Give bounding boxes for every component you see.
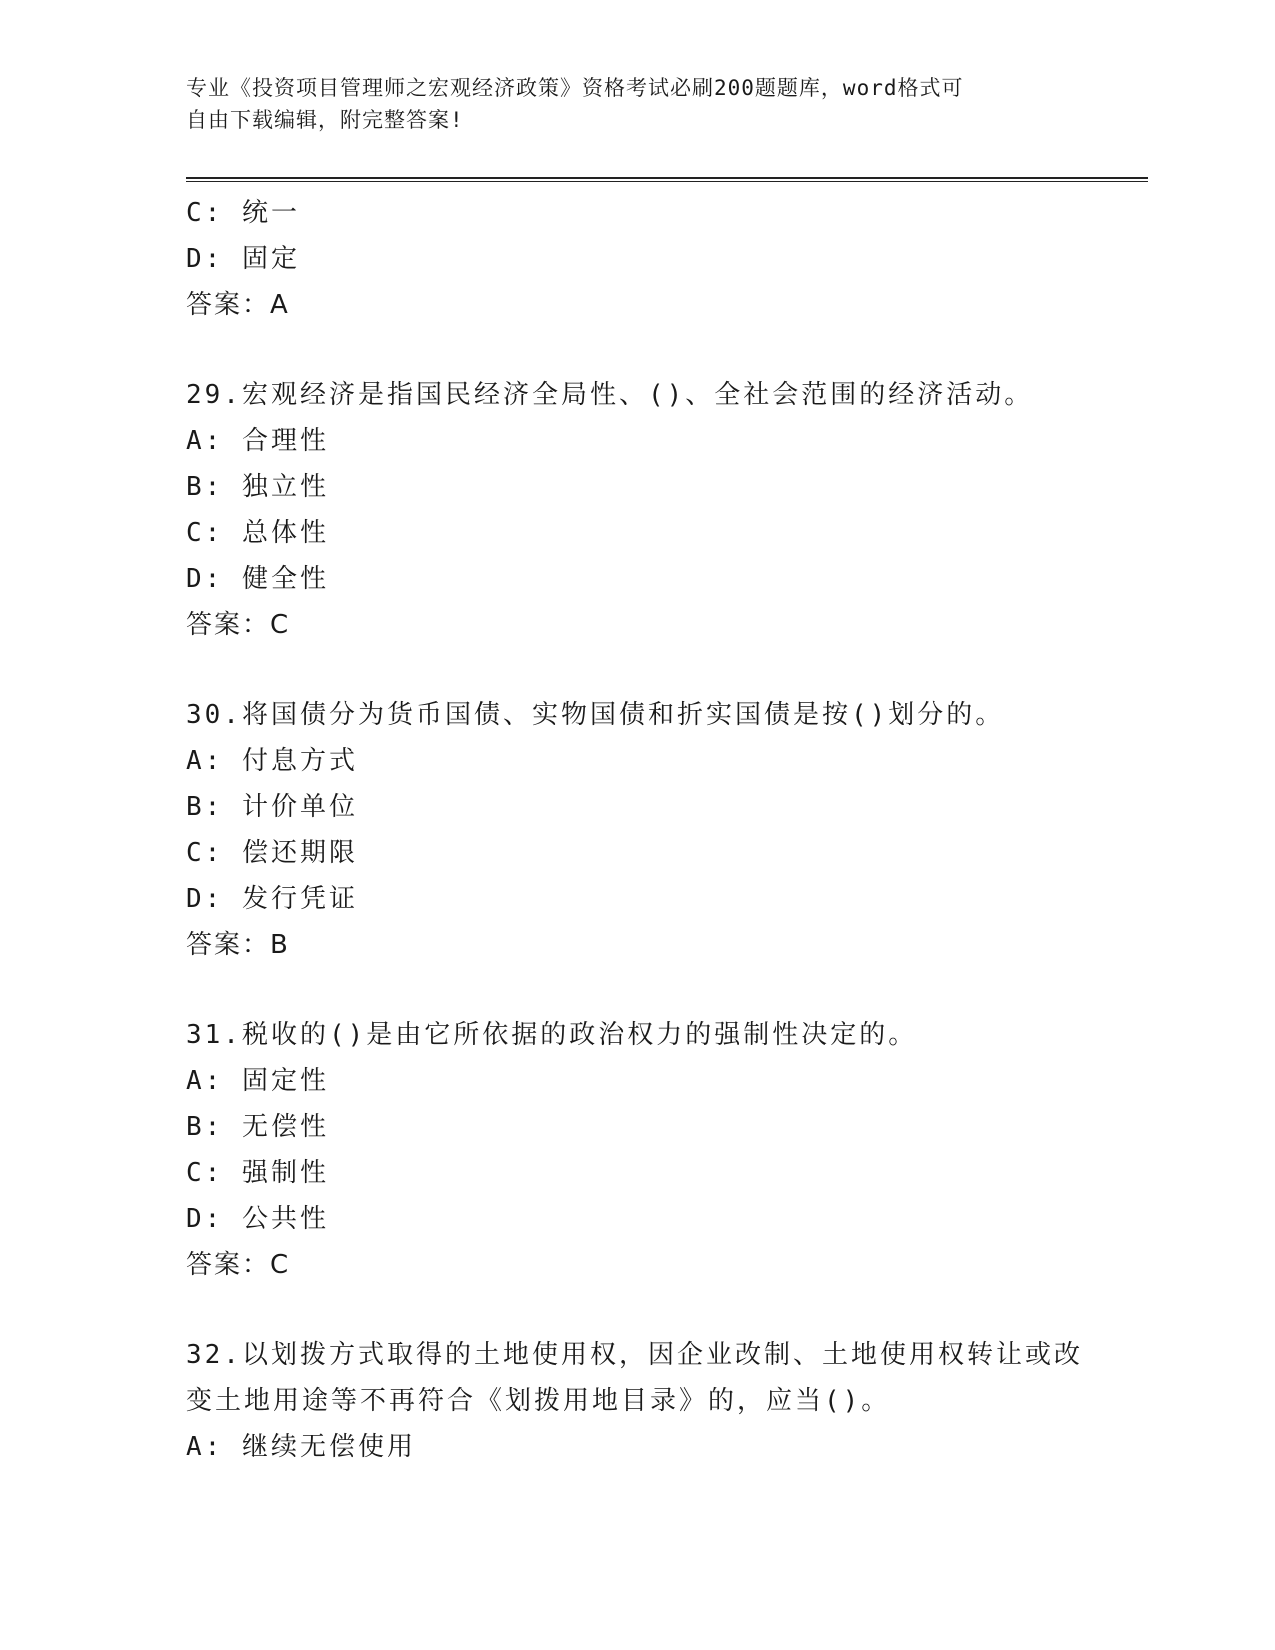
document-header: [186, 72, 1086, 136]
option-c: C: 强制性: [186, 1158, 329, 1188]
option-a: A: 合理性: [186, 426, 329, 456]
option-b: B: 计价单位: [186, 792, 358, 822]
option-d: D: 健全性: [186, 564, 329, 594]
question-stem: 30.将国债分为货币国债、实物国债和折实国债是按()划分的。: [186, 700, 1005, 730]
question-block-28-tail: [186, 190, 1086, 328]
header-line-2: 自由下载编辑，附完整答案!: [186, 108, 464, 132]
question-stem-line-2: 变土地用途等不再符合《划拨用地目录》的，应当()。: [186, 1386, 891, 1416]
answer-line: 答案：C: [186, 1250, 291, 1280]
question-stem-line-1: 32.以划拨方式取得的土地使用权，因企业改制、土地使用权转让或改: [186, 1340, 1083, 1370]
option-d: D: 公共性: [186, 1204, 329, 1234]
option-c: C: 统一: [186, 198, 300, 228]
option-b: B: 独立性: [186, 472, 329, 502]
question-stem: 29.宏观经济是指国民经济全局性、()、全社会范围的经济活动。: [186, 380, 1034, 410]
option-a: A: 继续无偿使用: [186, 1432, 416, 1462]
question-content: [186, 190, 1086, 1470]
option-b: B: 无偿性: [186, 1112, 329, 1142]
header-line-1: 专业《投资项目管理师之宏观经济政策》资格考试必刷200题题库，word格式可: [186, 76, 964, 100]
option-c: C: 偿还期限: [186, 838, 358, 868]
question-stem: 31.税收的()是由它所依据的政治权力的强制性决定的。: [186, 1020, 918, 1050]
question-block-31: [186, 1012, 1086, 1288]
question-block-32: [186, 1332, 1086, 1470]
option-c: C: 总体性: [186, 518, 329, 548]
header-rule-top: [186, 177, 1148, 179]
answer-line: 答案：A: [186, 290, 290, 320]
header-rule-bottom: [186, 181, 1148, 182]
answer-line: 答案：C: [186, 610, 291, 640]
question-block-29: [186, 372, 1086, 648]
option-d: D: 发行凭证: [186, 884, 358, 914]
answer-line: 答案：B: [186, 930, 290, 960]
option-a: A: 固定性: [186, 1066, 329, 1096]
question-block-30: [186, 692, 1086, 968]
option-a: A: 付息方式: [186, 746, 358, 776]
option-d: D: 固定: [186, 244, 300, 274]
